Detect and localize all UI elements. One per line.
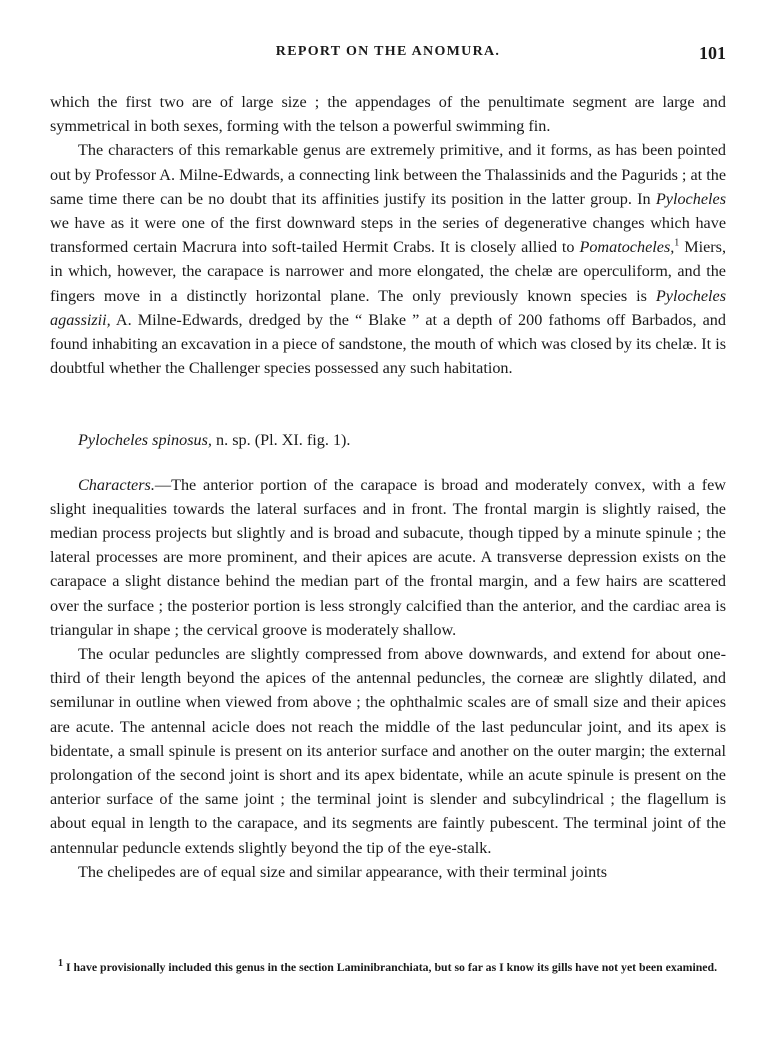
running-header xyxy=(50,44,726,68)
footnote-text: I have provisionally included this genus in the section Laminibranchiata, but so far as I know its gills have not yet been examined. xyxy=(63,960,718,974)
running-title: REPORT ON THE ANOMURA. xyxy=(275,44,501,59)
footnote-reference: 1 xyxy=(674,237,680,249)
footnote-marker: 1 xyxy=(58,958,63,970)
taxon-name: Pylocheles agassizii, xyxy=(50,286,726,329)
paragraph-ocular-peduncles: The ocular peduncles are slightly compressed from above downwards, and extend for about one-third of their length beyond the apices of the antennal peduncles, the corneæ are slightly dilated, and semilunar in outline when viewed from above ; the ophthalmic scales are of small size and their apices are acute. The antennal acicle does not reach the middle of the last peduncular joint, and its apex is bidentate, a small spinule is present on its anterior surface and another on the outer margin; the external prolongation of the second joint is short and its apex bidentate, while an acute spinule is present on the anterior surface of the same joint ; the terminal joint is slender and subcylindrical ; the flagellum is about equal in length to the carapace, and its segments are faintly pubescent. The terminal joint of the antennular peduncle extends slightly beyond the tip of the eye-stalk. xyxy=(50,645,726,857)
paragraph-continuation: which the first two are of large size ; the appendages of the penultimate segment are large and symmetrical in both sexes, forming with the telson a powerful swimming fin. xyxy=(50,93,726,136)
taxon-name: Pomatocheles, xyxy=(579,238,675,257)
characters-label: Characters. xyxy=(78,475,155,494)
paragraph-characters: Characters.—The anterior portion of the carapace is broad and moderately convex, with a few slight inequalities towards the lateral surfaces and in front. The frontal margin is slightly raised, the median process projects but slightly and is broad and subacute, though tipped by a minute spinule ; the lateral processes are more prominent, and their apices are acute. A transverse depression exists on the carapace a slight distance behind the median part of the frontal margin, and a few hairs are scattered over the surface ; the posterior portion is less strongly calcified than the anterior, and the cardiac area is triangular in shape ; the cervical groove is moderately shallow. xyxy=(50,475,726,639)
species-name: Pylocheles spinosus, xyxy=(78,431,212,450)
taxon-name: Pylocheles xyxy=(655,189,726,208)
page-number: 101 xyxy=(699,43,726,63)
paragraph-genus-characters: The characters of this remarkable genus are extremely primitive, and it forms, as has been pointed out by Professor A. Milne-Edwards, a connecting link between the Thalassinids and the Pagurids ; at the same time there can be no doubt that its affinities justify its position in the latter group. In Pylocheles we have as it were one of the first downward steps in the series of degenerative changes which have transformed certain Macrura into soft-tailed Hermit Crabs. It is closely allied to Pomatocheles,$^1$ Miers, in which, however, the carapace is narrower and more elongated, the chelæ are operculiform, and the fingers move in a distinctly horizontal plane. The only previously known species is Pylocheles agassizii, A. Milne-Edwards, dredged by the “ Blake ” at a depth of 200 fathoms off Barbados, and found inhabiting an excavation in a piece of sandstone, the mouth of which was closed by its chelæ. It is doubtful whether the Challenger species possessed any such habitation. xyxy=(50,141,727,378)
footnote xyxy=(50,958,726,976)
paragraph-chelipedes: The chelipedes are of equal size and similar appearance, with their terminal joints xyxy=(78,862,608,881)
species-heading: Pylocheles spinosus, n. sp. (Pl. XI. fig. 1). xyxy=(78,431,351,450)
body-text xyxy=(50,90,726,884)
